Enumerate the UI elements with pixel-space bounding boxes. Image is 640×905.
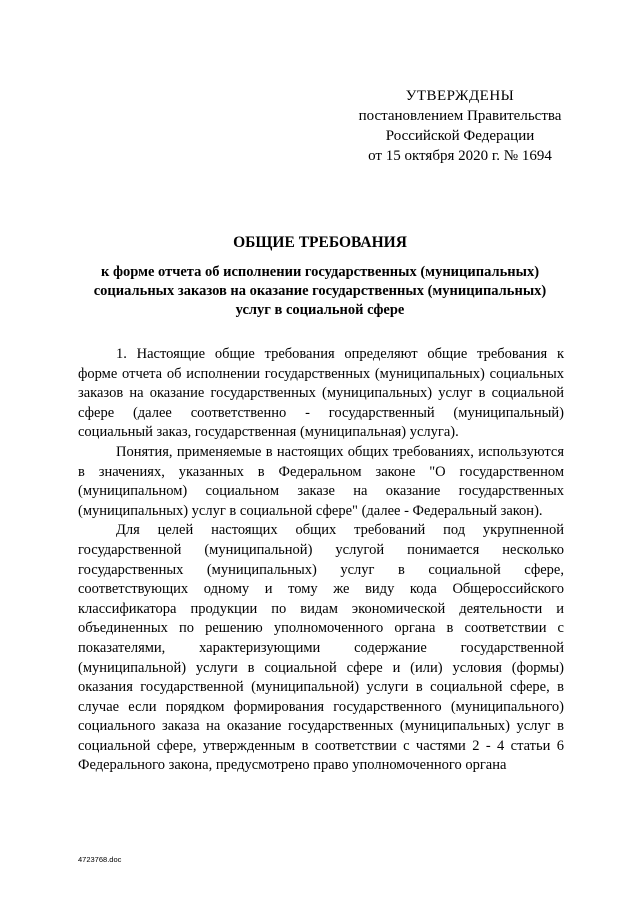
paragraph-3: Для целей настоящих общих требований под укрупненной государственной (муниципальной) услугой понимается несколько государственных (муниципальных) услуг в социальной сфере, соответствующих одному и тому же виду кода Общероссийского классификатора продукции по видам экономической деятельности и объединенных по решению уполномоченного органа в соответствии с показателями, характеризующими содержание государственной (муниципальной) услуги в социальной сфере и (или) условия (формы) оказания государственной (муниципальной) услуги в социальной сфере, в случае если порядком формирования государственного (муниципального) социального заказа на оказание государственных (муниципальных) услуг в социальной сфере, утвержденным в соответствии с частями 2 - 4 статьи 6 Федерального закона, предусмотрено право уполномоченного органа <box>78 522 564 774</box>
title-sub-line-3: услуг в социальной сфере <box>235 302 405 318</box>
document-title <box>70 233 570 320</box>
approval-line-3: Российской Федерации <box>385 128 535 144</box>
approval-stamp <box>330 86 590 166</box>
title-sub-line-2: социальных заказов на оказание государственных (муниципальных) <box>93 283 547 299</box>
document-body <box>78 345 564 776</box>
document-file-code: 4723768.doc <box>78 855 122 864</box>
approval-line-2: постановлением Правительства <box>358 108 562 124</box>
paragraph-2: Понятия, применяемые в настоящих общих требованиях, используются в значениях, указанных в Федеральном законе "О государственном (муниципальном) социальном заказе на оказание государственных (муниципальных) услуг в социальной сфере" (далее - Федеральный закон). <box>78 443 564 519</box>
approval-heading: УТВЕРЖДЕНЫ <box>405 88 515 104</box>
title-sub-line-1: к форме отчета об исполнении государственных (муниципальных) <box>100 264 540 280</box>
paragraph-1: 1. Настоящие общие требования определяют общие требования к форме отчета об исполнении государственных (муниципальных) социальных заказов на оказание государственных (муниципальных) услуг в социальной сфере (далее соответственно - государственный (муниципальный) социальный заказ, государственная (муниципальная) услуга). <box>78 346 564 441</box>
title-main: ОБЩИЕ ТРЕБОВАНИЯ <box>233 234 407 251</box>
approval-date-number: от 15 октября 2020 г. № 1694 <box>368 148 552 164</box>
